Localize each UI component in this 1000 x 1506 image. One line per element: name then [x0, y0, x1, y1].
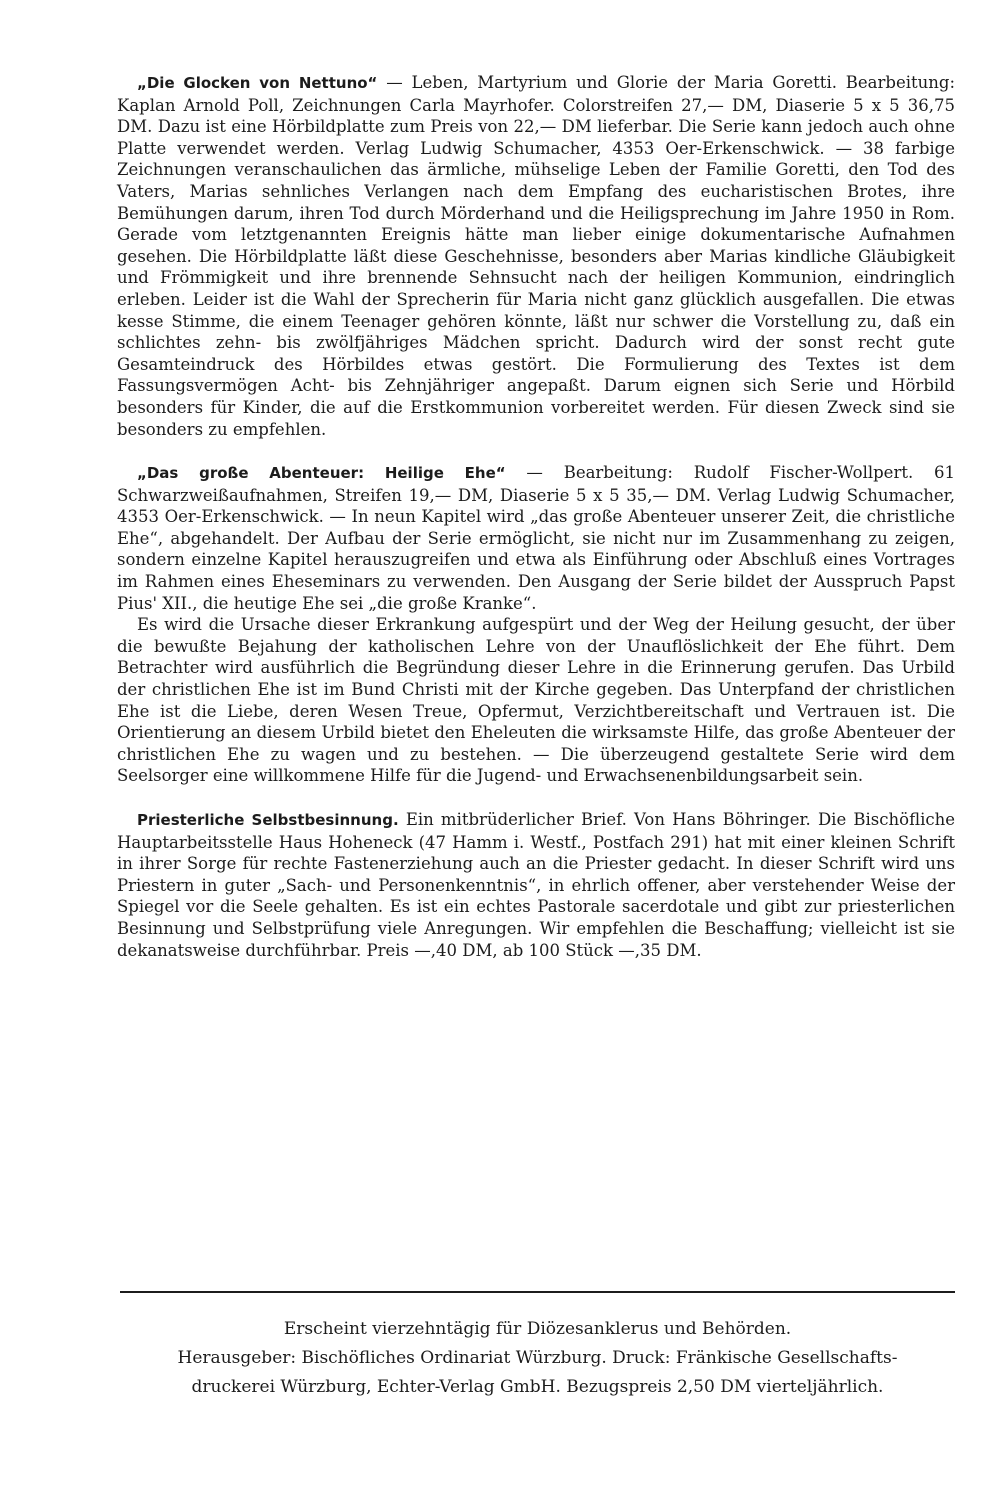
entry-title: „Das große Abenteuer: Heilige Ehe“ [137, 464, 506, 483]
publication-footer [100, 1315, 975, 1402]
entry-text: — Leben, Martyrium und Glorie der Maria Goretti. Bearbeitung: Kaplan Arnold Poll, Zeichnungen Carla Mayrhofer. Colorstreifen 27,— DM, Diaserie 5 x 5 36,75 DM. Dazu ist eine Hörbildplatte zum Preis von 22,— DM lieferbar. Die Serie kann jedoch auch ohne Platte verwendet werden. Verlag Ludwig Schumacher, 4353 Oer-Erkenschwick. — 38 farbige Zeichnungen veranschaulichen das ärmliche, mühselige Leben der Familie Goretti, den Tod des Vaters, Marias sehnliches Verlangen nach dem Empfang des eucharistischen Brotes, ihre Bemühungen darum, ihren Tod durch Mörderhand und die Heiligsprechung im Jahre 1950 in Rom. Gerade vom letztgenannten Ereignis hätte man lieber einige dokumentarische Aufnahmen gesehen. Die Hörbildplatte läßt diese Geschehnisse, besonders aber Marias kindliche Gläubigkeit und Frömmigkeit und ihre brennende Sehnsucht nach der heiligen Kommunion, eindringlich erleben. Leider ist die Wahl der Sprecherin für Maria nicht ganz glücklich ausgefallen. Die etwas kesse Stimme, die einem Teenager gehören könnte, läßt nur schwer die Vorstellung zu, daß ein schlichtes zehn- bis zwölfjähriges Mädchen spricht. Dadurch wird der sonst recht gute Gesamteindruck des Hörbildes etwas gestört. Die Formulierung des Textes ist dem Fassungsvermögen Acht- bis Zehnjähriger angepaßt. Darum eignen sich Serie und Hörbild besonders für Kinder, die auf die Erstkommunion vorbereitet werden. Für diesen Zweck sind sie besonders zu empfehlen. [117, 73, 955, 439]
page-body [117, 72, 955, 983]
entry-text: Ein mitbrüderlicher Brief. Von Hans Böhringer. Die Bischöfliche Hauptarbeitsstelle Haus Hoheneck (47 Hamm i. Westf., Postfach 291) hat mit einer kleinen Schrift in ihrer Sorge für rechte Fastenerziehung auch an die Priester gedacht. In dieser Schrift wird uns Priestern in guter „Sach- und Personenkenntnis“, in ehrlich offener, aber verstehender Weise der Spiegel vor die Seele gehalten. Es ist ein echtes Pastorale sacerdotale und gibt zur priesterlichen Besinnung und Selbstprüfung viele Anregungen. Wir empfehlen die Beschaffung; vielleicht ist sie dekanatsweise durchführbar. Preis —,40 DM, ab 100 Stück —,35 DM. [117, 810, 955, 960]
entry-paragraph: Es wird die Ursache dieser Erkrankung aufgespürt und der Weg der Heilung gesucht, der über die bewußte Bejahung der katholischen Lehre von der Unauflöslichkeit der Ehe führt. Dem Betrachter wird ausführlich die Begründung dieser Lehre in die Erinnerung gerufen. Das Urbild der christlichen Ehe ist im Bund Christi mit der Kirche gegeben. Das Unterpfand der christlichen Ehe ist die Liebe, deren Wesen Treue, Opfermut, Verzichtbereitschaft und Vertrauen ist. Die Orientierung an diesem Urbild bietet den Eheleuten die wirksamste Hilfe, das große Abenteuer der christlichen Ehe zu wagen und zu bestehen. — Die überzeugend gestaltete Serie wird dem Seelsorger eine willkommene Hilfe für die Jugend- und Erwachsenenbildungsarbeit sein. [117, 615, 955, 786]
review-entry-selbstbesinnung [117, 809, 955, 961]
entry-title: „Die Glocken von Nettuno“ [137, 74, 378, 92]
footer-divider [120, 1291, 955, 1293]
footer-line: Erscheint vierzehntägig für Diözesanklerus und Behörden. [283, 1319, 792, 1339]
footer-line: Herausgeber: Bischöfliches Ordinariat Würzburg. Druck: Fränkische Gesellschafts- [177, 1348, 898, 1368]
entry-paragraph [117, 72, 955, 440]
entry-paragraph [117, 462, 955, 614]
entry-title: Priesterliche Selbstbesinnung. [137, 811, 399, 829]
review-entry-glocken [117, 72, 955, 440]
review-entry-abenteuer [117, 462, 955, 787]
entry-paragraph [117, 809, 955, 961]
footer-line: druckerei Würzburg, Echter-Verlag GmbH. Bezugspreis 2,50 DM vierteljährlich. [191, 1377, 884, 1397]
entry-text: — Bearbeitung: Rudolf Fischer-Wollpert. 61 Schwarzweißaufnahmen, Streifen 19,— DM, Diaserie 5 x 5 35,— DM. Verlag Ludwig Schumacher, 4353 Oer-Erkenschwick. — In neun Kapitel wird „das große Abenteuer unserer Zeit, die christliche Ehe“, abgehandelt. Der Aufbau der Serie ermöglicht, sie nicht nur im Zusammenhang zu zeigen, sondern einzelne Kapitel herauszugreifen und etwa als Einführung oder Abschluß eines Vortrages im Rahmen eines Eheseminars zu verwenden. Den Ausgang der Serie bildet der Ausspruch Papst Pius' XII., die heutige Ehe sei „die große Kranke“. [117, 463, 955, 613]
